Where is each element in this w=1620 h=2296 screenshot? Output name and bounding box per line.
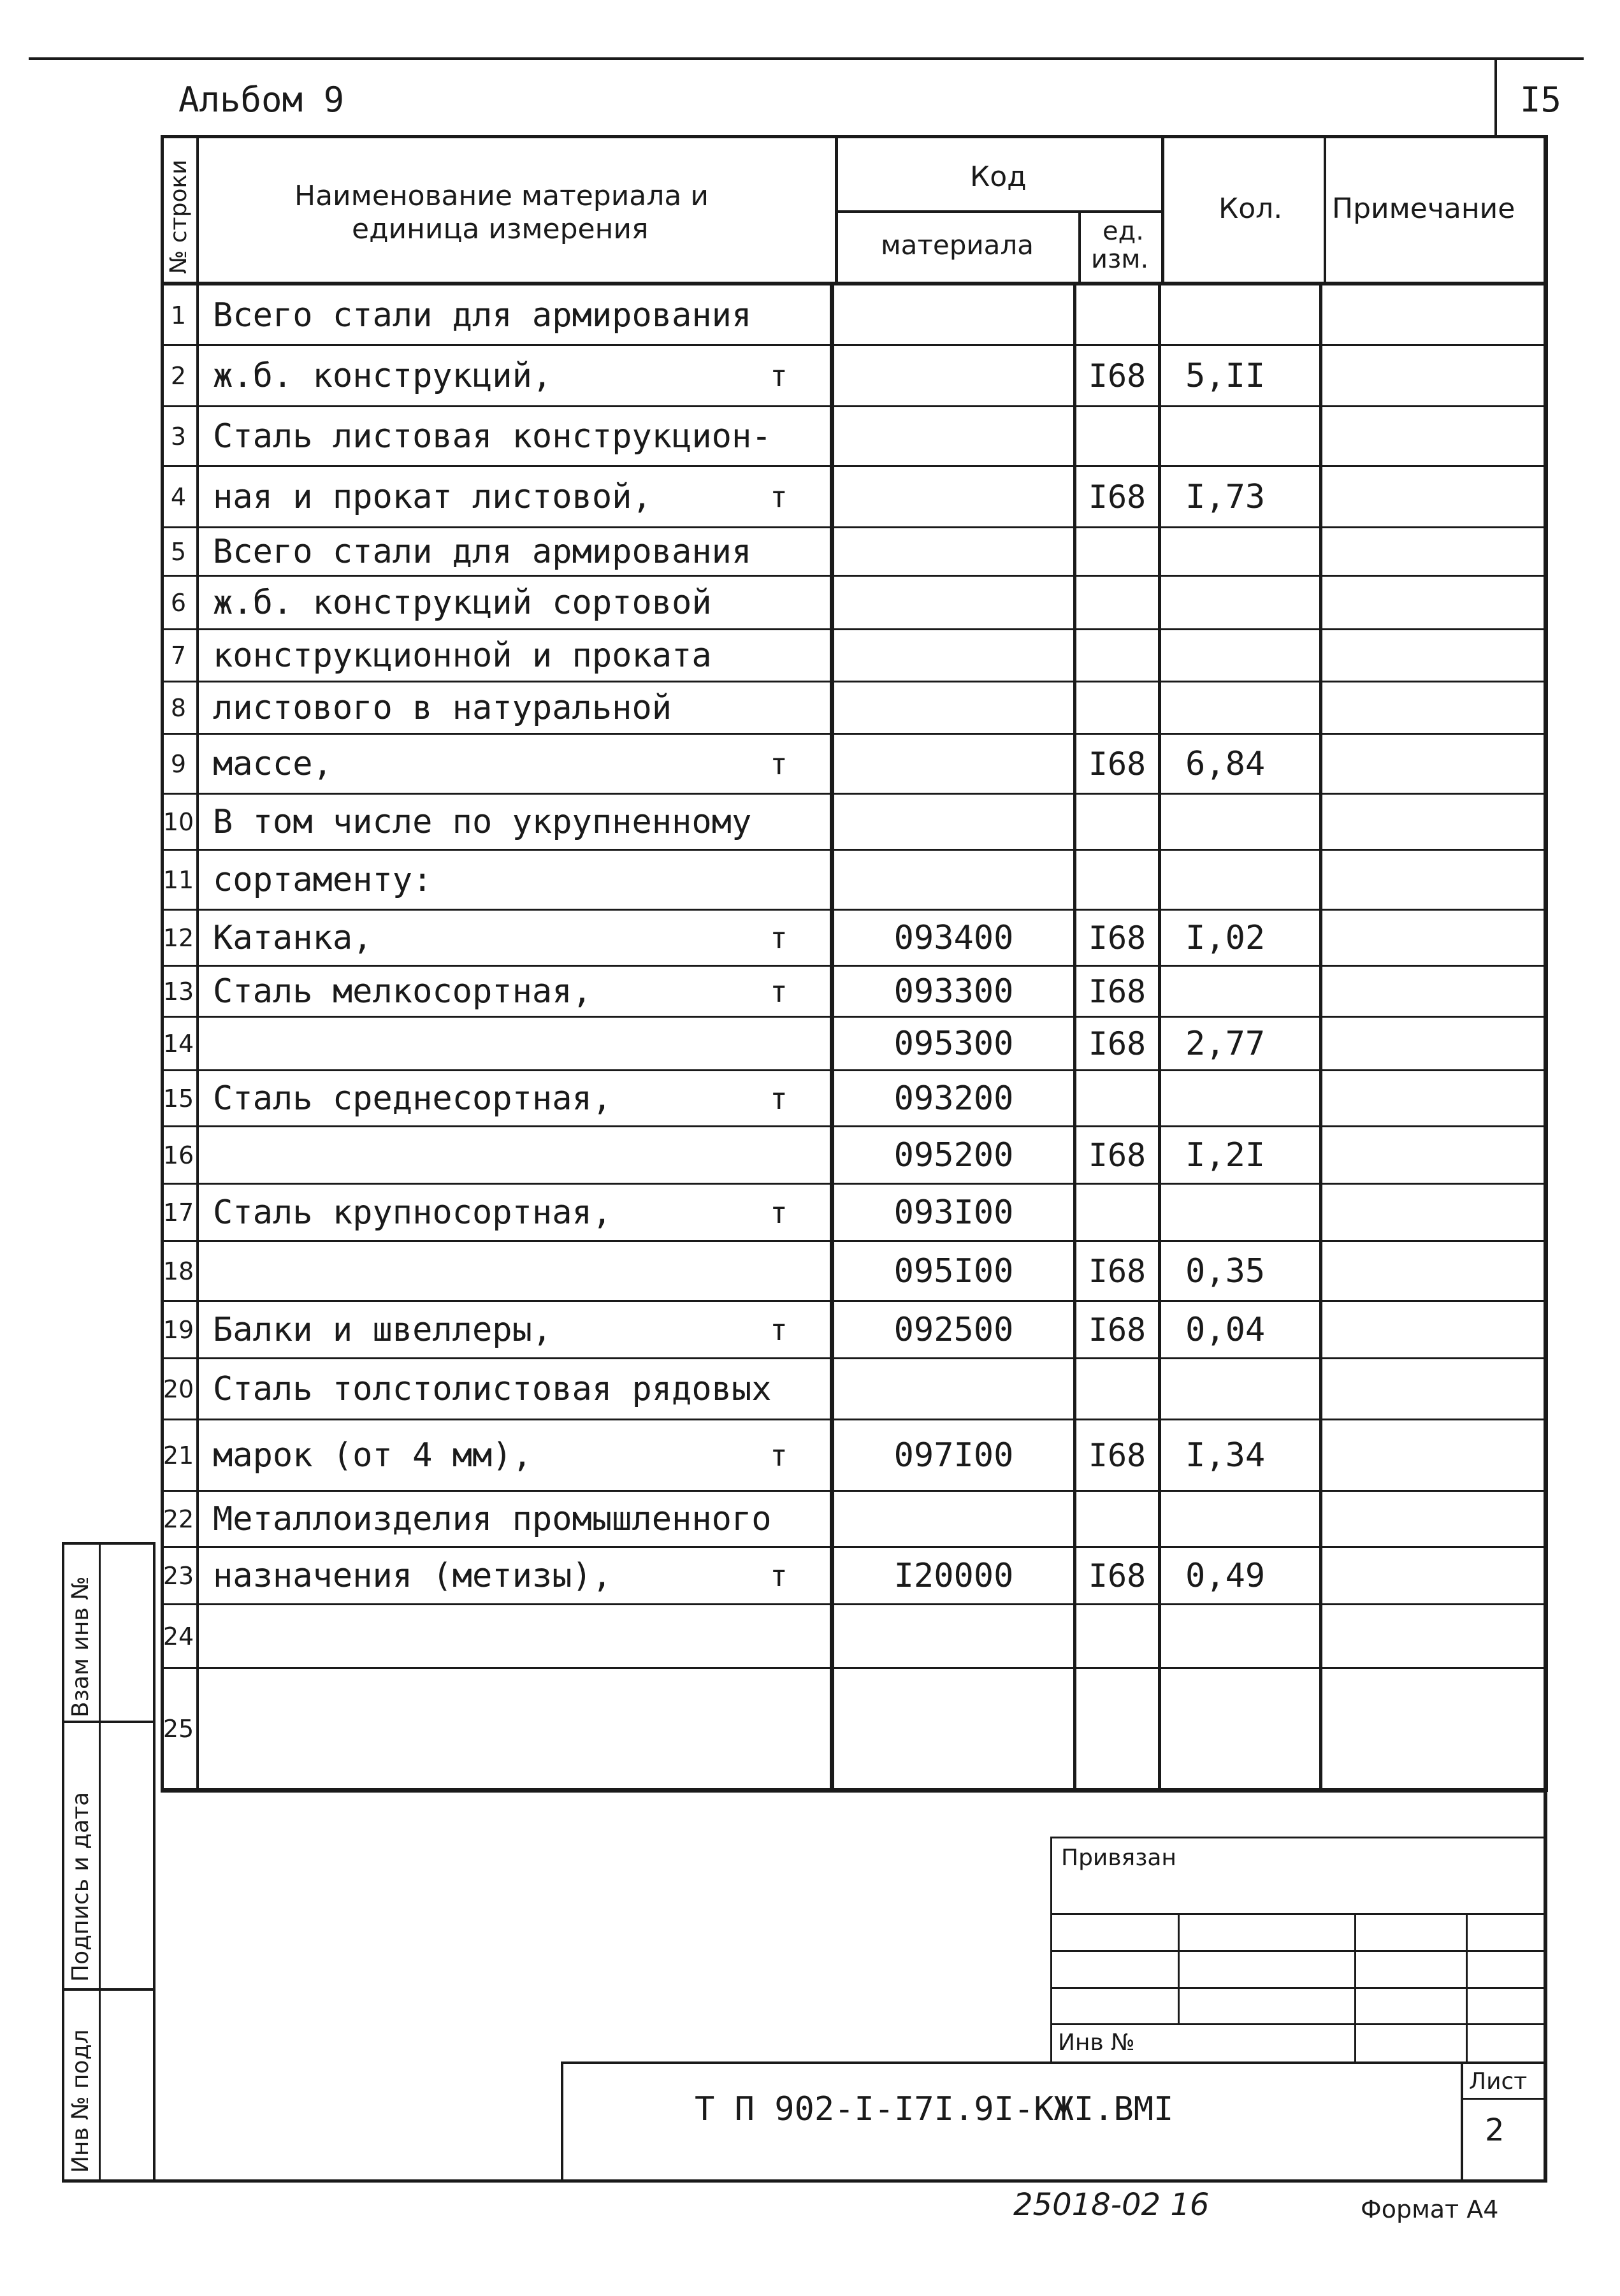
material-code [834,285,1073,345]
material-code [834,528,1073,576]
row-number: 4 [170,483,187,511]
unit-letter [728,630,830,682]
frame-left [62,1542,64,2183]
frame-bottom [62,2179,1547,2183]
unit-letter [728,1359,830,1420]
unit-code [1076,1359,1158,1420]
quantity [1161,1491,1319,1547]
material-name: конструкционной и проката [213,637,712,675]
unit-code [1076,850,1158,910]
list-label: Лист [1469,2069,1528,2095]
table-row [161,966,1547,1017]
table-body [161,285,1547,1789]
privyazan-col-1 [1178,1913,1180,2025]
privyazan-col-2 [1354,1913,1356,2063]
material-name: Балки и швеллеры, [213,1311,553,1349]
row-number: 20 [163,1375,194,1403]
frame-inner-left [99,1542,101,2183]
row-number: 15 [163,1085,194,1113]
unit-code [1076,407,1158,466]
row-number: 1 [170,301,187,329]
row-number: 8 [170,694,187,722]
material-code: 095I00 [893,1252,1014,1290]
stamp-inv-podl: Инв № подл [68,2029,94,2173]
handwritten-number: 25018-02 16 [1013,2187,1210,2223]
quantity [1161,794,1319,850]
quantity: 2,77 [1185,1025,1266,1063]
quantity [1161,576,1319,630]
hdr-vline-num [196,135,199,285]
stamp-top [62,1542,155,1545]
material-code [834,345,1073,407]
material-name: ная и прокат листовой, [213,478,652,516]
stamp-podpis-data: Подпись и дата [68,1791,94,1982]
row-number: 14 [163,1030,194,1058]
row-number: 25 [163,1715,194,1743]
row-number: 6 [170,589,187,617]
name-header-line2: единица измерения [352,213,649,245]
quantity [1161,682,1319,734]
stamp-vzam-inv: Взам инв № [68,1576,94,1717]
unit-code: I68 [1088,1311,1146,1348]
row-number: 3 [170,422,187,451]
privyazan-row-2 [1050,1950,1547,1952]
unit-code [1076,576,1158,630]
material-code [834,1605,1073,1668]
unit-code: I68 [1088,479,1146,516]
unit-letter: т [770,1081,788,1116]
material-code: 092500 [893,1311,1014,1349]
material-code [834,734,1073,794]
unit-code [1076,1491,1158,1547]
unit-code: I68 [1088,1557,1146,1594]
material-code: 097I00 [893,1436,1014,1475]
row-number: 19 [163,1316,194,1344]
qty-header: Кол. [1219,192,1283,225]
unit-letter: т [770,921,788,955]
unit-code: I68 [1088,1137,1146,1174]
table-row [161,285,1547,345]
row-number: 13 [163,978,194,1006]
material-name: Сталь толстолистовая рядовых [213,1370,772,1408]
unit-letter [728,285,830,345]
spec-table [161,135,1547,1792]
row-number: 22 [163,1505,194,1533]
unit-code [1076,794,1158,850]
unit-letter [728,407,830,466]
unit-letter: т [770,480,788,514]
quantity [1161,850,1319,910]
quantity [1161,1184,1319,1241]
quantity [1161,966,1319,1017]
unit-letter [728,850,830,910]
stamp-div-1 [62,1721,155,1723]
album-label: Альбом 9 [178,80,345,120]
top-rule [29,57,1584,60]
table-border-top [161,135,1547,138]
material-code [834,407,1073,466]
unit-code: I68 [1088,1025,1146,1062]
quantity: 6,84 [1185,745,1266,783]
row-number: 17 [163,1199,194,1227]
row-number: 10 [163,808,194,836]
privyazan-label: Привязан [1061,1845,1176,1871]
unit-code: I68 [1088,1437,1146,1474]
material-code [834,850,1073,910]
material-code: 095300 [893,1025,1014,1063]
unit-header-line1: ед. [1103,217,1144,246]
hdr-vline-unit [1078,212,1081,285]
quantity: 0,35 [1185,1252,1266,1290]
material-code: 093I00 [893,1194,1014,1232]
material-name: марок (от 4 мм), [213,1436,532,1475]
quantity: I,73 [1185,478,1266,516]
material-name: Сталь среднесортная, [213,1079,612,1118]
list-value: 2 [1485,2112,1505,2148]
name-header: Наименование материала и [294,180,709,212]
unit-code: I68 [1088,746,1146,783]
quantity [1161,407,1319,466]
material-name: ж.б. конструкций сортовой [213,584,712,622]
hdr-hline-code [835,210,1163,213]
table-row [161,407,1547,466]
unit-letter [728,528,830,576]
material-code [834,794,1073,850]
material-name: массе, [213,745,333,783]
unit-letter [728,1605,830,1668]
row-number: 5 [170,538,187,566]
material-name: назначения (метизы), [213,1557,612,1595]
material-name: Всего стали для армирования [213,296,752,335]
unit-letter [728,576,830,630]
unit-letter: т [770,747,788,781]
list-box-left [1461,2061,1463,2183]
material-code [834,1668,1073,1789]
row-number-header: № строки [166,159,192,274]
row-number: 7 [170,642,187,670]
table-row [161,1547,1547,1605]
unit-letter [728,1491,830,1547]
table-row [161,576,1547,630]
material-code [834,576,1073,630]
sheet-number: I5 [1520,80,1562,120]
material-code: 093200 [893,1079,1014,1118]
unit-code [1076,630,1158,682]
unit-code [1076,285,1158,345]
row-number: 21 [163,1441,194,1469]
privyazan-col-3 [1466,1913,1468,2063]
unit-header-line2: изм. [1091,245,1149,274]
unit-code [1076,1071,1158,1127]
table-row [161,345,1547,407]
unit-code: I68 [1088,920,1146,957]
quantity [1161,1605,1319,1668]
code-box-top [561,2061,1547,2064]
unit-letter [728,794,830,850]
material-name [199,1668,728,1789]
unit-code [1076,682,1158,734]
table-row [161,528,1547,576]
privyazan-top [1050,1837,1547,1838]
unit-code: I68 [1088,357,1146,394]
row-number: 2 [170,362,187,390]
material-code [834,682,1073,734]
table-row [161,630,1547,682]
quantity [1161,528,1319,576]
material-name: Сталь мелкосортная, [213,972,592,1011]
row-number: 23 [163,1562,194,1590]
table-row [161,1668,1547,1789]
material-name [199,1605,728,1668]
header-right-divider [1494,59,1497,135]
privyazan-row-4 [1050,2023,1547,2025]
quantity: I,34 [1185,1436,1266,1475]
unit-letter: т [770,1195,788,1230]
table-row [161,1017,1547,1071]
material-name [199,1127,728,1184]
unit-code [1076,528,1158,576]
material-name: Сталь крупносортная, [213,1194,612,1232]
quantity: 0,04 [1185,1311,1266,1349]
quantity: 0,49 [1185,1557,1266,1595]
material-name: ж.б. конструкций, [213,357,553,395]
table-row [161,910,1547,966]
list-box-mid [1461,2098,1547,2100]
material-code [834,630,1073,682]
row-number: 16 [163,1141,194,1169]
document-code: Т П 902-I-I7I.9I-КЖI.ВМI [695,2090,1174,2128]
material-name: В том числе по укрупненному [213,803,752,841]
quantity [1161,285,1319,345]
unit-letter [728,1127,830,1184]
table-row [161,1071,1547,1127]
quantity: 5,II [1185,357,1266,395]
quantity [1161,1668,1319,1789]
table-row [161,734,1547,794]
row-number: 12 [163,924,194,952]
code-box-left [561,2061,563,2183]
material-code: 093400 [893,919,1014,957]
table-row [161,1127,1547,1184]
table-row [161,850,1547,910]
unit-code: I68 [1088,1253,1146,1290]
material-code [834,466,1073,528]
unit-letter: т [770,1438,788,1473]
material-name: Сталь листовая конструкцион- [213,417,772,456]
privyazan-row-3 [1050,1987,1547,1989]
inv-label: Инв № [1058,2030,1135,2056]
material-code [834,1359,1073,1420]
table-row [161,466,1547,528]
material-code: I20000 [893,1557,1014,1595]
unit-letter: т [770,359,788,393]
row-number: 24 [163,1622,194,1650]
material-name: Всего стали для армирования [213,533,752,571]
material-name: сортаменту: [213,861,433,899]
unit-code [1076,1605,1158,1668]
unit-letter: т [770,1313,788,1347]
table-row [161,1241,1547,1301]
unit-letter [728,682,830,734]
unit-code [1076,1184,1158,1241]
material-code: 093300 [893,972,1014,1011]
stamp-div-2 [62,1988,155,1991]
material-code: 095200 [893,1136,1014,1174]
material-name: Катанка, [213,919,373,957]
privyazan-row-1 [1050,1913,1547,1915]
unit-letter: т [770,1559,788,1593]
note-header: Примечание [1332,192,1515,225]
table-row [161,794,1547,850]
frame-right-lower [1544,1784,1547,2183]
quantity: I,02 [1185,919,1266,957]
material-name [199,1241,728,1301]
material-name [199,1017,728,1071]
table-row [161,1605,1547,1668]
unit-letter: т [770,974,788,1009]
quantity [1161,630,1319,682]
unit-letter [728,1241,830,1301]
row-number: 9 [170,750,187,778]
quantity [1161,1359,1319,1420]
code-header: Код [970,161,1027,193]
hdr-vline-note [1324,135,1326,285]
table-row [161,682,1547,734]
unit-letter [728,1017,830,1071]
unit-letter [728,1668,830,1789]
unit-code: I68 [1088,973,1146,1010]
material-name: листового в натуральной [213,689,672,727]
table-row [161,1491,1547,1547]
row-number: 18 [163,1257,194,1285]
material-code [834,1491,1073,1547]
frame-left-ext [153,1542,155,2183]
quantity: I,2I [1185,1136,1266,1174]
table-row [161,1184,1547,1241]
material-header: материала [881,229,1034,261]
row-number: 11 [163,866,194,894]
table-row [161,1359,1547,1420]
format-label: Формат А4 [1361,2195,1499,2223]
unit-code [1076,1668,1158,1789]
table-row [161,1301,1547,1359]
material-name: Металлоизделия промышленного [213,1500,772,1538]
quantity [1161,1071,1319,1127]
table-row [161,1420,1547,1491]
